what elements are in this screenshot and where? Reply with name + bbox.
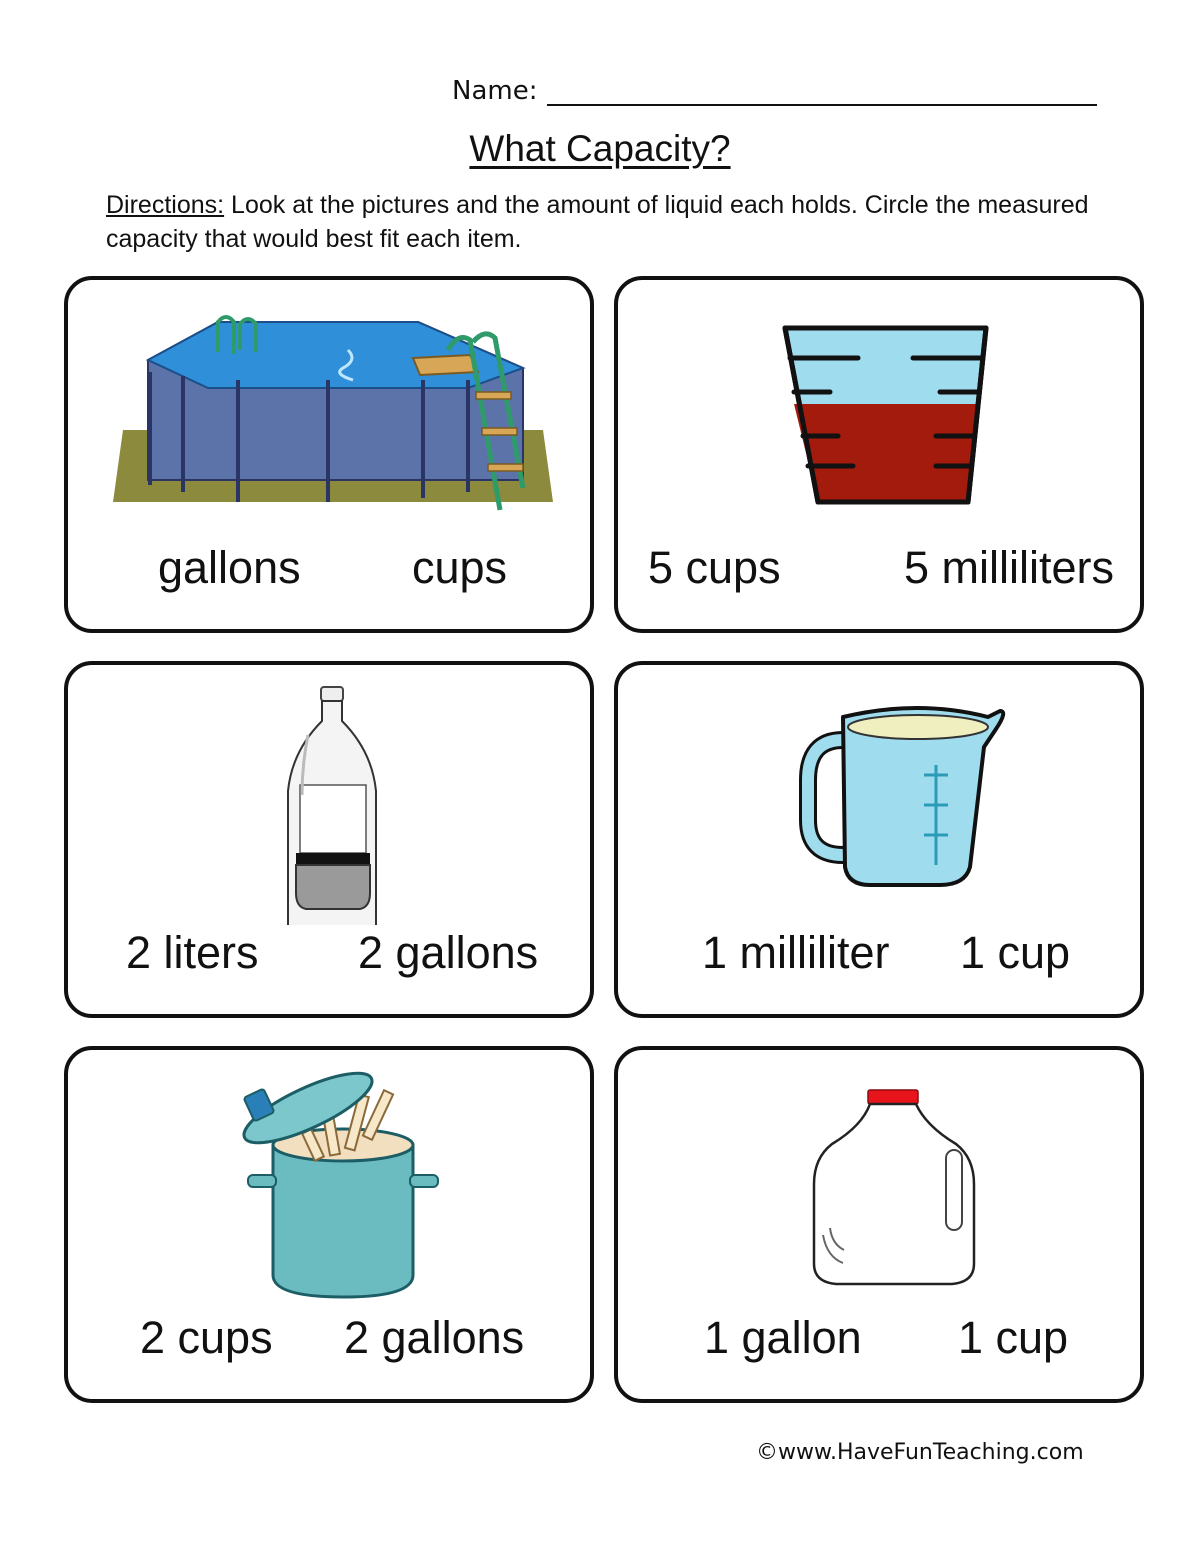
option-gallons[interactable]: gallons [158,542,301,593]
swimming-pool-icon [68,280,590,540]
option-1-cup-jug[interactable]: 1 cup [958,1312,1069,1363]
option-2-cups[interactable]: 2 cups [140,1312,273,1363]
option-2-gallons[interactable]: 2 gallons [358,927,539,978]
directions [106,188,1106,256]
soda-bottle-icon [68,665,590,925]
option-1-milliliter[interactable]: 1 milliliter [702,927,890,978]
footer-copyright: ©www.HaveFunTeaching.com [756,1440,1084,1465]
card-bottle [64,661,594,1018]
cooking-pot-icon [68,1050,590,1310]
measuring-pitcher-icon [618,665,1140,925]
name-label: Name: [452,76,538,106]
option-5-milliliters[interactable]: 5 milliliters [904,542,1115,593]
directions-text: Look at the pictures and the amount of liquid each holds. Circle the measured capacity that would best fit each item. [106,191,1089,253]
option-cups[interactable]: cups [412,542,508,593]
card-pot [64,1046,594,1403]
name-field[interactable] [547,76,1097,106]
name-row [452,70,1097,106]
option-2-gallons-pot[interactable]: 2 gallons [344,1312,525,1363]
card-cup [614,276,1144,633]
measuring-cup-icon [618,280,1140,540]
directions-label: Directions: [106,191,225,219]
milk-jug-icon [618,1050,1140,1310]
option-1-cup[interactable]: 1 cup [960,927,1071,978]
card-pitcher [614,661,1144,1018]
card-jug [614,1046,1144,1403]
option-2-liters[interactable]: 2 liters [126,927,259,978]
option-5-cups[interactable]: 5 cups [648,542,781,593]
card-pool [64,276,594,633]
page-title: What Capacity? [469,128,731,169]
option-1-gallon[interactable]: 1 gallon [704,1312,862,1363]
